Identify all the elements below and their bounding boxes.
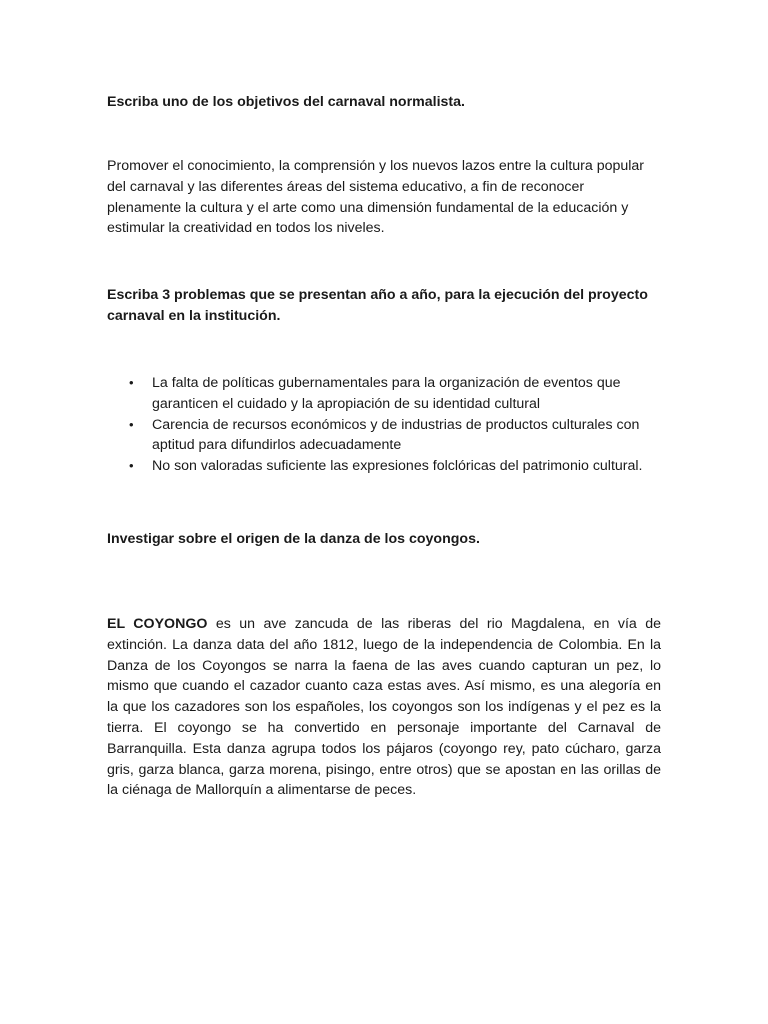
list-item bbox=[107, 456, 661, 477]
heading-problems: Escriba 3 problemas que se presentan año a año, para la ejecución del proyecto carnaval en la institución. bbox=[107, 287, 648, 324]
list-item bbox=[107, 373, 661, 415]
coyongo-text: es un ave zancuda de las riberas del rio Magdalena, en vía de extinción. La danza data del año 1812, luego de la independencia de Colombia. En la Danza de los Coyongos se narra la faena de las aves cuando capturan un pez, lo mismo que cuando el cazador cuanto caza estas aves. Así mismo, es una alegoría en la que los cazadores son los españoles, los coyongos son los indígenas y el pez es la tierra. El coyongo se ha convertido en personaje importante del Carnaval de Barranquilla. Esta danza agrupa todos los pájaros (coyongo rey, pato cúcharo, garza gris, garza blanca, garza morena, pisingo, entre otros) que se apostan en las orillas de la ciénaga de Mallorquín a alimentarse de peces. bbox=[107, 616, 662, 799]
heading-objective: Escriba uno de los objetivos del carnaval normalista. bbox=[107, 94, 465, 110]
list-item bbox=[107, 415, 661, 457]
heading-coyongos: Investigar sobre el origen de la danza de los coyongos. bbox=[107, 531, 480, 547]
paragraph-coyongo bbox=[107, 614, 661, 801]
bullet-icon: • bbox=[129, 416, 134, 432]
problem-text: Carencia de recursos económicos y de industrias de productos culturales con aptitud para difundirlos adecuadamente bbox=[152, 416, 640, 454]
problems-list bbox=[107, 373, 661, 477]
problem-text: La falta de políticas gubernamentales para la organización de eventos que garanticen el cuidado y la apropiación de su identidad cultural bbox=[152, 375, 621, 412]
bullet-icon: • bbox=[129, 375, 134, 390]
paragraph-objective: Promover el conocimiento, la comprensión y los nuevos lazos entre la cultura popular del carnaval y las diferentes áreas del sistema educativo, a fin de reconocer plenamente la cultura y el arte como una dimensión fundamental de la educación y estimular la creatividad en todos los niveles. bbox=[107, 158, 645, 237]
problem-text: No son valoradas suficiente las expresiones folclóricas del patrimonio cultural. bbox=[152, 458, 643, 475]
bullet-icon: • bbox=[129, 458, 134, 474]
coyongo-lead: EL COYONGO bbox=[107, 616, 208, 632]
